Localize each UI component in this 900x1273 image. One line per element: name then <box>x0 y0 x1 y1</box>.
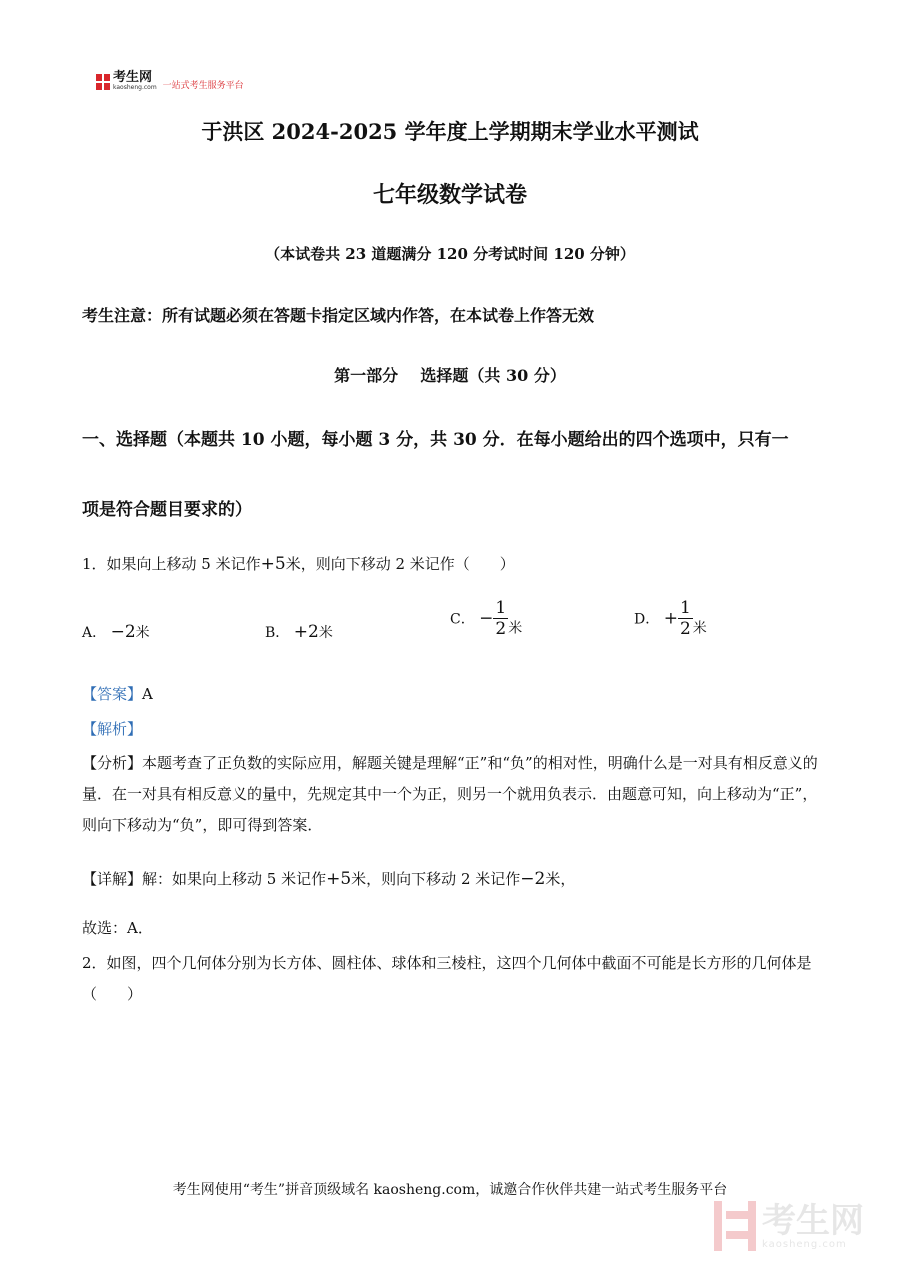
part-title: 第一部分 选择题（共 30 分） <box>334 366 566 385</box>
exam-notice: 考生注意：所有试题必须在答题卡指定区域内作答，在本试卷上作答无效 <box>82 306 595 325</box>
logo-domain: kaosheng.com <box>113 84 157 91</box>
logo-slogan: 一站式考生服务平台 <box>162 81 244 91</box>
option-d <box>634 598 707 639</box>
option-value: +2 <box>293 622 319 642</box>
option-label: C． <box>450 611 475 628</box>
option-unit: 米 <box>318 625 333 641</box>
exam-title: 于洪区 2024-2025 学年度上学期期末学业水平测试 <box>201 119 699 144</box>
detail-text: 解：如果向上移动 5 米记作 <box>142 870 327 888</box>
analysis-tag: 【解析】 <box>82 720 143 738</box>
detail-label: 【详解】 <box>82 870 143 888</box>
option-sign: − <box>479 608 494 629</box>
fraction <box>678 598 693 639</box>
page-footer: 考生网使用“考生”拼音顶级域名 kaosheng.com，诚邀合作伙伴共建一站式考生服务平台 <box>172 1182 728 1198</box>
kaosheng-watermark-icon <box>714 1201 756 1251</box>
fraction <box>493 598 508 639</box>
site-logo <box>96 72 244 91</box>
option-a <box>82 622 150 642</box>
fraction-numerator: 1 <box>495 598 507 618</box>
analysis-label: 【分析】 <box>82 754 143 772</box>
answer-value: A <box>142 685 153 703</box>
fraction-denominator: 2 <box>495 619 507 639</box>
option-label: D． <box>634 611 660 628</box>
q1-stem-text-end: 米，则向下移动 2 米记作（ ） <box>285 555 515 573</box>
option-sign: + <box>663 608 678 629</box>
option-c <box>450 598 522 639</box>
option-unit: 米 <box>135 625 150 641</box>
question-1-stem <box>82 553 515 574</box>
section-heading: 一、选择题（本题共 10 小题，每小题 3 分，共 30 分．在每小题给出的四个选项中，只有一 <box>82 430 789 450</box>
detail-math: +5 <box>326 869 352 889</box>
q1-stem-text: 1．如果向上移动 5 米记作 <box>82 555 261 573</box>
analysis-paragraph <box>82 748 827 841</box>
detail-line <box>82 868 575 889</box>
detail-text-2: 米，则向下移动 2 米记作 <box>351 870 521 888</box>
option-label: A． <box>82 625 107 641</box>
option-label: B． <box>265 625 290 641</box>
option-b <box>265 622 333 642</box>
watermark-name: 考生网 <box>762 1200 864 1241</box>
watermark <box>714 1201 864 1251</box>
exam-subtitle: 七年级数学试卷 <box>372 182 527 208</box>
option-value: −2 <box>110 622 136 642</box>
option-unit: 米 <box>692 620 707 637</box>
watermark-domain: kaosheng.com <box>762 1238 847 1250</box>
detail-text-3: 米， <box>545 870 576 888</box>
logo-name: 考生网 <box>113 70 153 85</box>
answer-line <box>82 683 153 704</box>
kaosheng-logo-icon <box>96 74 110 90</box>
question-2-stem: 2．如图，四个几何体分别为长方体、圆柱体、球体和三棱柱，这四个几何体中截面不可能是长方形的几何体是（ ） <box>82 954 812 1003</box>
option-unit: 米 <box>508 620 523 637</box>
section-heading-cont: 项是符合题目要求的） <box>82 500 252 520</box>
exam-info: （本试卷共 23 道题满分 120 分考试时间 120 分钟） <box>265 245 635 263</box>
analysis-text: 本题考查了正负数的实际应用，解题关键是理解“正”和“负”的相对性，明确什么是一对具有相反意义的量．在一对具有相反意义的量中，先规定其中一个为正，则另一个就用负表示．由题意可知，向上移动为“正”，则向下移动为“负”，即可得到答案． <box>82 754 818 834</box>
answer-tag: 【答案】 <box>82 685 143 703</box>
q1-stem-math: +5 <box>260 554 286 574</box>
conclusion: 故选：A． <box>82 919 153 937</box>
fraction-numerator: 1 <box>679 598 691 618</box>
detail-math-2: −2 <box>520 869 546 889</box>
fraction-denominator: 2 <box>679 619 691 639</box>
